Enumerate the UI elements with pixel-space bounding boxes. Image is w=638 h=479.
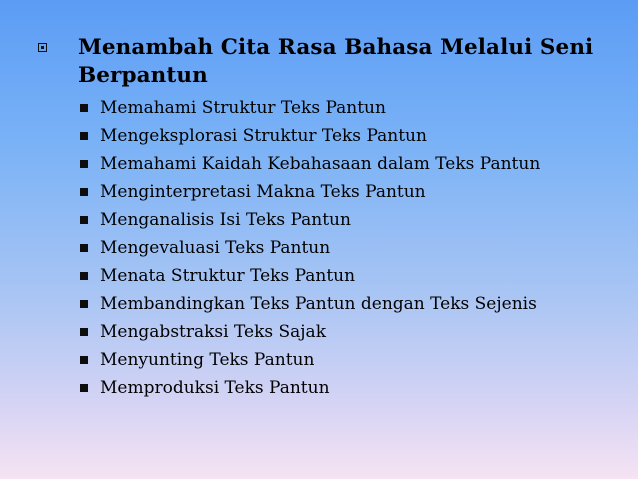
list-item-label: Mengevaluasi Teks Pantun xyxy=(100,238,331,258)
list-item xyxy=(80,374,540,402)
list-item-label: Menginterpretasi Makna Teks Pantun xyxy=(100,182,426,202)
filled-square-bullet-icon xyxy=(80,104,88,112)
filled-square-bullet-icon xyxy=(80,328,88,336)
list-item-label: Memahami Kaidah Kebahasaan dalam Teks Pantun xyxy=(100,154,541,174)
list-item xyxy=(80,346,540,374)
main-bullet-item xyxy=(38,34,598,90)
list-item xyxy=(80,290,540,318)
square-bullet-icon xyxy=(38,43,47,52)
filled-square-bullet-icon xyxy=(80,244,88,252)
list-item-label: Mengabstraksi Teks Sajak xyxy=(100,322,326,342)
filled-square-bullet-icon xyxy=(80,356,88,364)
filled-square-bullet-icon xyxy=(80,272,88,280)
slide-title: Menambah Cita Rasa Bahasa Melalui Seni Berpantun xyxy=(78,35,594,88)
list-item-label: Memproduksi Teks Pantun xyxy=(100,378,330,398)
list-item-label: Menata Struktur Teks Pantun xyxy=(100,266,356,286)
list-item-label: Memahami Struktur Teks Pantun xyxy=(100,98,386,118)
filled-square-bullet-icon xyxy=(80,188,88,196)
list-item xyxy=(80,206,540,234)
list-item xyxy=(80,262,540,290)
list-item xyxy=(80,94,540,122)
list-item-label: Mengeksplorasi Struktur Teks Pantun xyxy=(100,126,427,146)
filled-square-bullet-icon xyxy=(80,384,88,392)
filled-square-bullet-icon xyxy=(80,300,88,308)
list-item xyxy=(80,122,540,150)
filled-square-bullet-icon xyxy=(80,216,88,224)
list-item-label: Menganalisis Isi Teks Pantun xyxy=(100,210,351,230)
list-item xyxy=(80,234,540,262)
list-item-label: Menyunting Teks Pantun xyxy=(100,350,315,370)
list-item xyxy=(80,178,540,206)
filled-square-bullet-icon xyxy=(80,132,88,140)
sub-bullet-list xyxy=(80,94,540,402)
list-item xyxy=(80,318,540,346)
list-item-label: Membandingkan Teks Pantun dengan Teks Sejenis xyxy=(100,294,537,314)
filled-square-bullet-icon xyxy=(80,160,88,168)
list-item xyxy=(80,150,540,178)
